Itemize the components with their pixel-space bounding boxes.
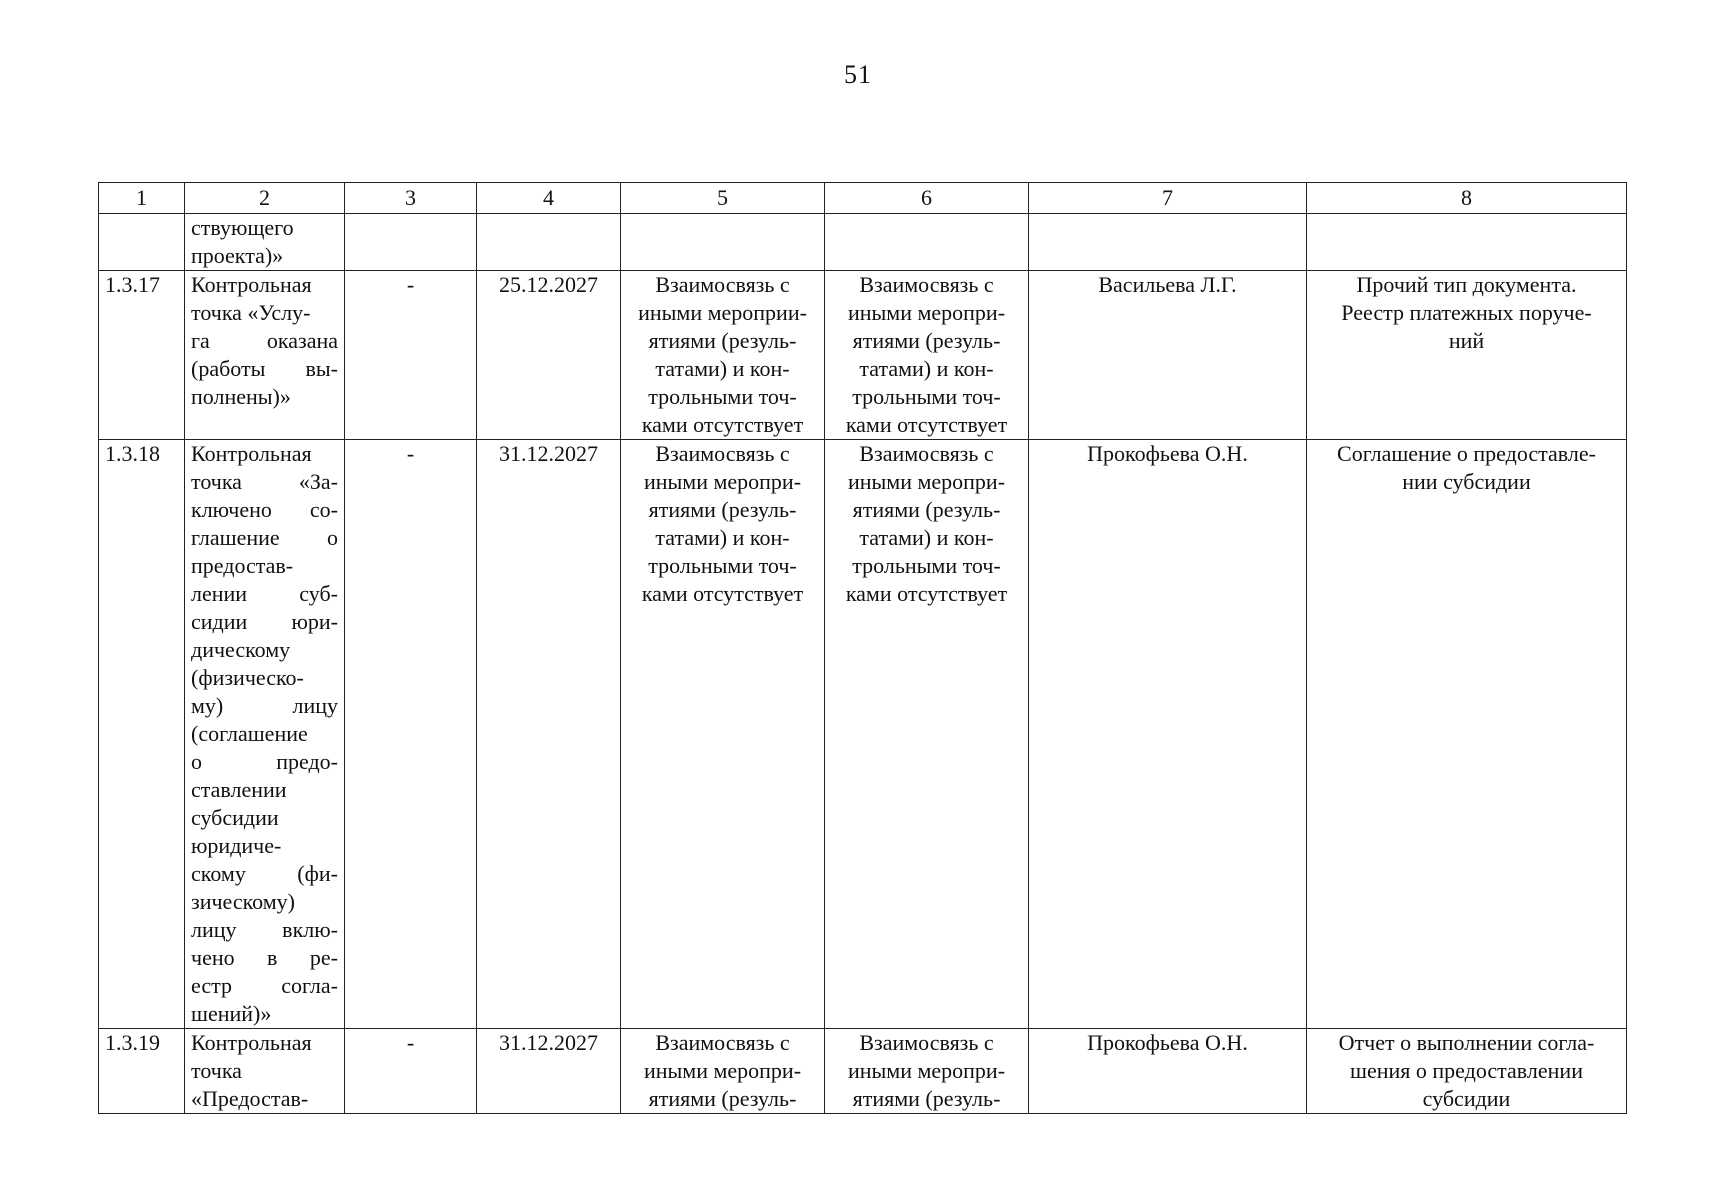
cell-num: 1.3.17 bbox=[99, 271, 185, 440]
col-header-7: 7 bbox=[1029, 183, 1307, 214]
name-line: Контрольная bbox=[191, 441, 312, 466]
table-row bbox=[99, 1029, 1627, 1114]
cell-date: 25.12.2027 bbox=[477, 271, 621, 440]
col-header-4: 4 bbox=[477, 183, 621, 214]
name-line: чено в ре- bbox=[191, 945, 338, 970]
name-line: о предо- bbox=[191, 749, 338, 774]
name-line: точка bbox=[191, 1058, 242, 1083]
name-line: точка «Услу- bbox=[191, 300, 311, 325]
link-line: иными меропри- bbox=[643, 1058, 802, 1083]
link-line: трольными точ- bbox=[648, 553, 797, 578]
link-line: ятиями (резуль- bbox=[852, 328, 1001, 353]
link-line: Взаимосвязь с bbox=[859, 1030, 994, 1055]
link-line: Взаимосвязь с bbox=[655, 272, 790, 297]
cell-num: 1.3.19 bbox=[99, 1029, 185, 1114]
cell-name bbox=[185, 271, 345, 440]
cell-link5 bbox=[621, 214, 825, 271]
link-line: трольными точ- bbox=[648, 384, 797, 409]
cell-link5 bbox=[621, 271, 825, 440]
cell-link5 bbox=[621, 440, 825, 1029]
doc-line: нии субсидии bbox=[1402, 469, 1531, 494]
cell-responsible: Прокофьева О.Н. bbox=[1029, 440, 1307, 1029]
cell-doc bbox=[1307, 1029, 1627, 1114]
name-line: предостав- bbox=[191, 553, 294, 578]
cell-name bbox=[185, 440, 345, 1029]
name-line: проекта)» bbox=[191, 243, 284, 268]
name-line: га оказана bbox=[191, 328, 338, 353]
doc-line: Соглашение о предоставле- bbox=[1337, 441, 1596, 466]
name-line: ствующего bbox=[191, 215, 294, 240]
name-line: (работы вы- bbox=[191, 356, 338, 381]
cell-col3: - bbox=[345, 440, 477, 1029]
cell-doc bbox=[1307, 440, 1627, 1029]
cell-num: 1.3.18 bbox=[99, 440, 185, 1029]
doc-line: субсидии bbox=[1422, 1086, 1511, 1111]
cell-link6 bbox=[825, 1029, 1029, 1114]
cell-responsible: Прокофьева О.Н. bbox=[1029, 1029, 1307, 1114]
link-line: Взаимосвязь с bbox=[859, 441, 994, 466]
cell-date: 31.12.2027 bbox=[477, 440, 621, 1029]
col-header-5: 5 bbox=[621, 183, 825, 214]
cell-name bbox=[185, 1029, 345, 1114]
link-line: ками отсутствует bbox=[641, 412, 804, 437]
name-line: естр согла- bbox=[191, 973, 338, 998]
col-header-3: 3 bbox=[345, 183, 477, 214]
link-line: ятиями (резуль- bbox=[648, 497, 797, 522]
link-line: иными меропри- bbox=[847, 469, 1006, 494]
cell-responsible: Васильева Л.Г. bbox=[1029, 271, 1307, 440]
name-line: юридиче- bbox=[191, 833, 282, 858]
plan-table bbox=[98, 182, 1627, 1114]
link-line: ками отсутствует bbox=[641, 581, 804, 606]
link-line: ятиями (резуль- bbox=[648, 328, 797, 353]
cell-date: 31.12.2027 bbox=[477, 1029, 621, 1114]
link-line: ками отсутствует bbox=[845, 412, 1008, 437]
col-header-1: 1 bbox=[99, 183, 185, 214]
doc-line: ний bbox=[1448, 328, 1485, 353]
link-line: ятиями (резуль- bbox=[852, 497, 1001, 522]
link-line: татами) и кон- bbox=[655, 356, 790, 381]
name-line: лении суб- bbox=[191, 581, 338, 606]
cell-doc bbox=[1307, 214, 1627, 271]
link-line: татами) и кон- bbox=[859, 525, 994, 550]
link-line: татами) и кон- bbox=[655, 525, 790, 550]
link-line: трольными точ- bbox=[852, 384, 1001, 409]
name-line: (физическо- bbox=[191, 665, 304, 690]
link-line: ками отсутствует bbox=[845, 581, 1008, 606]
doc-line: Отчет о выполнении согла- bbox=[1338, 1030, 1595, 1055]
cell-col3: - bbox=[345, 271, 477, 440]
link-line: Взаимосвязь с bbox=[655, 1030, 790, 1055]
link-line: иными меропри- bbox=[847, 300, 1006, 325]
name-line: ключено со- bbox=[191, 497, 338, 522]
name-line: лицу вклю- bbox=[191, 917, 338, 942]
table-row bbox=[99, 440, 1627, 1029]
name-line: шений)» bbox=[191, 1001, 272, 1026]
link-line: иными мероприи- bbox=[638, 300, 807, 325]
cell-col3 bbox=[345, 214, 477, 271]
name-line: скому (фи- bbox=[191, 861, 338, 886]
name-line: Контрольная bbox=[191, 1030, 312, 1055]
cell-link6 bbox=[825, 271, 1029, 440]
col-header-2: 2 bbox=[185, 183, 345, 214]
name-line: ставлении bbox=[191, 777, 287, 802]
name-line: глашение о bbox=[191, 525, 338, 550]
name-line: Контрольная bbox=[191, 272, 312, 297]
cell-link5 bbox=[621, 1029, 825, 1114]
name-line: (соглашение bbox=[191, 721, 308, 746]
name-line: сидии юри- bbox=[191, 609, 338, 634]
link-line: ятиями (резуль- bbox=[648, 1086, 797, 1111]
name-line: зическому) bbox=[191, 889, 296, 914]
cell-doc bbox=[1307, 271, 1627, 440]
doc-line: Прочий тип документа. bbox=[1356, 272, 1577, 297]
cell-num bbox=[99, 214, 185, 271]
page-number: 51 bbox=[844, 60, 872, 89]
cell-col3: - bbox=[345, 1029, 477, 1114]
link-line: иными меропри- bbox=[847, 1058, 1006, 1083]
link-line: Взаимосвязь с bbox=[859, 272, 994, 297]
cell-link6 bbox=[825, 214, 1029, 271]
name-line: субсидии bbox=[191, 805, 279, 830]
name-line: точка «За- bbox=[191, 469, 338, 494]
table-row bbox=[99, 271, 1627, 440]
link-line: ятиями (резуль- bbox=[852, 1086, 1001, 1111]
table-row-continuation bbox=[99, 214, 1627, 271]
col-header-8: 8 bbox=[1307, 183, 1627, 214]
cell-responsible bbox=[1029, 214, 1307, 271]
doc-line: Реестр платежных поруче- bbox=[1341, 300, 1592, 325]
link-line: татами) и кон- bbox=[859, 356, 994, 381]
name-line: дическому bbox=[191, 637, 291, 662]
header-row bbox=[99, 183, 1627, 214]
name-line: му) лицу bbox=[191, 693, 338, 718]
name-line: «Предостав- bbox=[191, 1086, 309, 1111]
link-line: иными меропри- bbox=[643, 469, 802, 494]
link-line: трольными точ- bbox=[852, 553, 1001, 578]
col-header-6: 6 bbox=[825, 183, 1029, 214]
cell-link6 bbox=[825, 440, 1029, 1029]
link-line: Взаимосвязь с bbox=[655, 441, 790, 466]
name-line: полнены)» bbox=[191, 384, 291, 409]
cell-name bbox=[185, 214, 345, 271]
doc-line: шения о предоставлении bbox=[1350, 1058, 1583, 1083]
cell-date bbox=[477, 214, 621, 271]
